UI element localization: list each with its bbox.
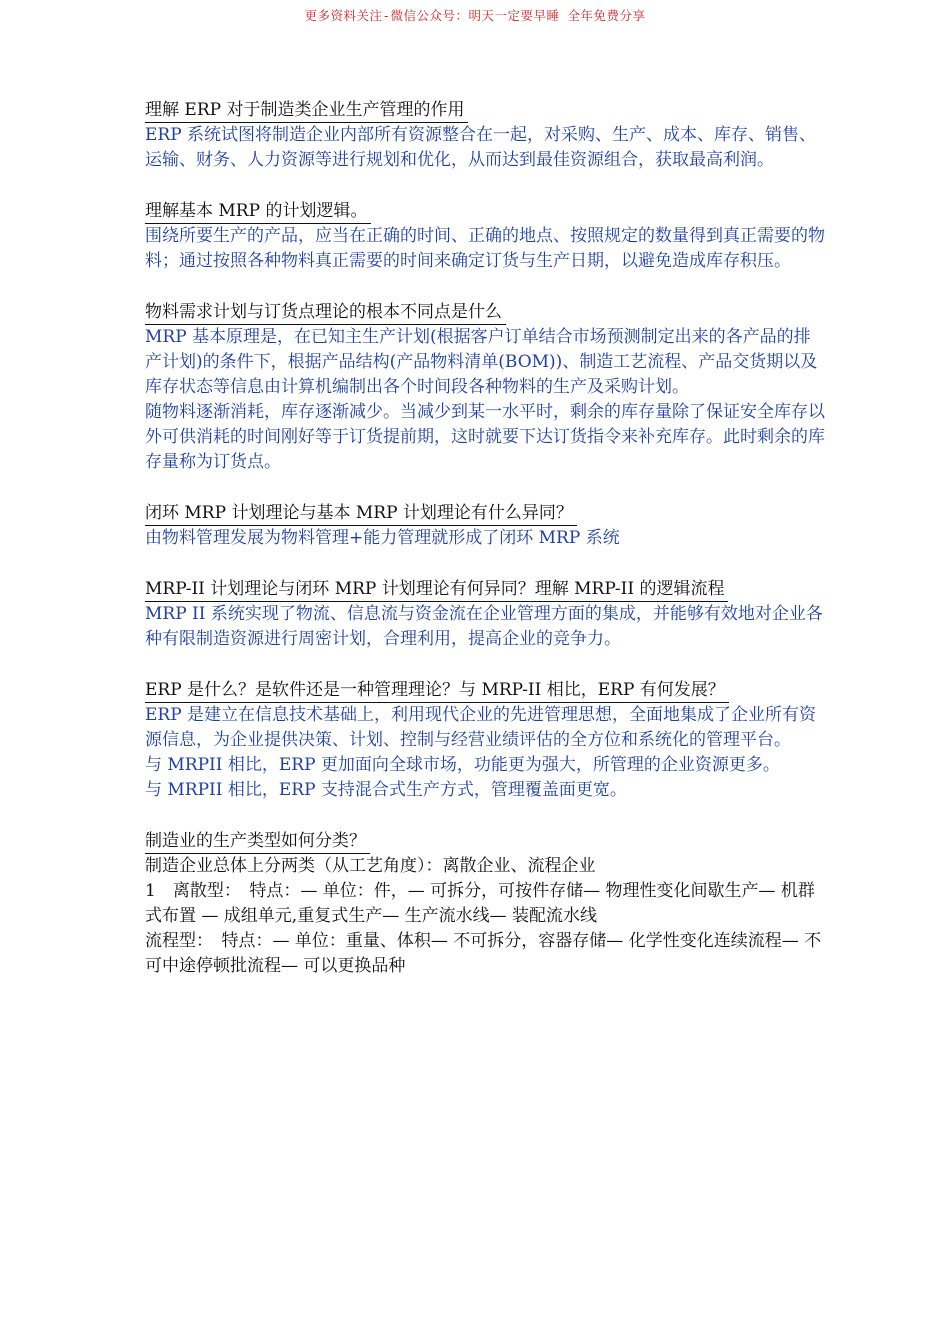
section-paragraph: MRP II 系统实现了物流、信息流与资金流在企业管理方面的集成，并能够有效地对企业各种有限制造资源进行周密计划，合理利用，提高企业的竞争力。 <box>145 604 823 649</box>
section-closed-loop-mrp <box>145 501 825 551</box>
section-paragraph: 随物料逐渐消耗，库存逐渐减少。当减少到某一水平时，剩余的库存量除了保证安全库存以外可供消耗的时间刚好等于订货提前期，这时就要下达订货指令来补充库存。此时剩余的库存量称为订货点。 <box>145 402 825 472</box>
section-heading: 物料需求计划与订货点理论的根本不同点是什么 <box>145 300 506 325</box>
section-paragraph: ERP 系统试图将制造企业内部所有资源整合在一起，对采购、生产、成本、库存、销售、运输、财务、人力资源等进行规划和优化，从而达到最佳资源组合，获取最高利润。 <box>145 125 817 170</box>
section-heading: MRP-II 计划理论与闭环 MRP 计划理论有何异同？理解 MRP-II 的逻辑流程 <box>145 577 728 602</box>
section-paragraph: ERP 是建立在信息技术基础上，利用现代企业的先进管理思想，全面地集成了企业所有资源信息，为企业提供决策、计划、控制与经营业绩评估的全方位和系统化的管理平台。 <box>145 705 817 750</box>
document-body <box>145 98 825 1005</box>
section-heading: ERP 是什么？是软件还是一种管理理论？与 MRP-II 相比，ERP 有何发展？ <box>145 678 729 703</box>
section-paragraph: 制造企业总体上分两类（从工艺角度）：离散企业、流程企业 <box>145 856 596 876</box>
section-what-is-erp <box>145 678 825 803</box>
section-paragraph: 1 离散型： 特点：— 单位：件，— 可拆分，可按件存储— 物理性变化间歇生产— 机群式布置 — 成组单元,重复式生产— 生产流水线— 装配流水线 <box>145 881 815 926</box>
section-heading: 理解 ERP 对于制造类企业生产管理的作用 <box>145 98 468 123</box>
section-mrp-ii <box>145 577 825 652</box>
section-paragraph: 与 MRPII 相比，ERP 支持混合式生产方式，管理覆盖面更宽。 <box>145 780 627 800</box>
section-heading: 理解基本 MRP 的计划逻辑。 <box>145 199 371 224</box>
section-paragraph: 与 MRPII 相比，ERP 更加面向全球市场，功能更为强大，所管理的企业资源更多。 <box>145 755 780 775</box>
section-heading: 闭环 MRP 计划理论与基本 MRP 计划理论有什么异同？ <box>145 501 577 526</box>
top-banner: 更多资料关注-微信公众号：明天一定要早睡 全年免费分享 <box>304 8 646 23</box>
section-heading: 制造业的生产类型如何分类？ <box>145 829 370 854</box>
section-erp-role <box>145 98 825 173</box>
section-production-types <box>145 829 825 979</box>
section-paragraph: MRP 基本原理是，在已知主生产计划(根据客户订单结合市场预测制定出来的各产品的排产计划)的条件下，根据产品结构(产品物料清单(BOM))、制造工艺流程、产品交货期以及库存状态等信息由计算机编制出各个时间段各种物料的生产及采购计划。 <box>145 327 818 397</box>
section-paragraph: 围绕所要生产的产品，应当在正确的时间、正确的地点、按照规定的数量得到真正需要的物料；通过按照各种物料真正需要的时间来确定订货与生产日期，以避免造成库存积压。 <box>145 226 825 271</box>
section-paragraph: 流程型： 特点：— 单位：重量、体积— 不可拆分，容器存储— 化学性变化连续流程— 不可中途停顿批流程— 可以更换品种 <box>145 931 822 976</box>
section-mrp-logic <box>145 199 825 274</box>
section-paragraph: 由物料管理发展为物料管理+能力管理就形成了闭环 MRP 系统 <box>145 528 620 548</box>
section-mrp-vs-reorder <box>145 300 825 475</box>
